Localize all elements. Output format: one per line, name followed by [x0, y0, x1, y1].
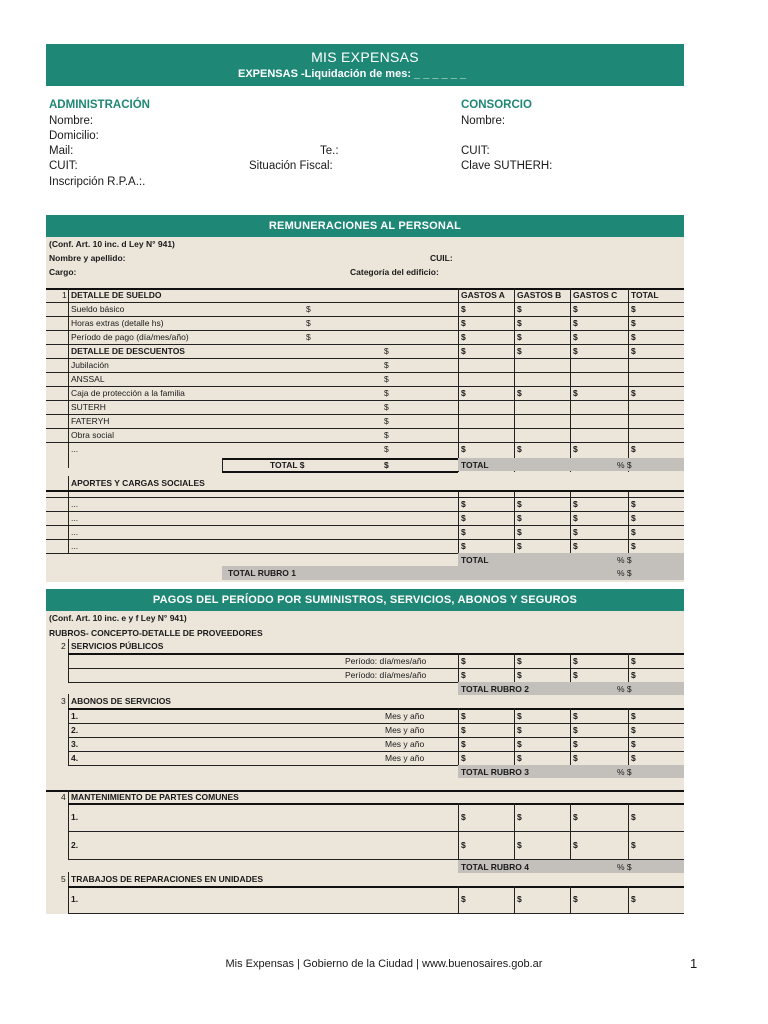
r3-row-dollar-2: $: [573, 753, 578, 763]
r2-row-dollar-3: $: [631, 656, 636, 666]
aporte-item: ...: [71, 513, 79, 523]
r2-row-dollar-1: $: [517, 656, 522, 666]
total-rubro-2-pct: % $: [617, 684, 632, 694]
r2-row-dollar-3: $: [631, 670, 636, 680]
document-title: MIS EXPENSAS: [311, 49, 419, 65]
descuento-dollar: $: [384, 360, 389, 370]
descuento-item: Jubilación: [71, 360, 109, 370]
sueldo-row-dollar-0: $: [461, 332, 466, 342]
descuento-row-dollar-0: $: [461, 388, 466, 398]
mes-anio-label: Mes y año: [385, 739, 425, 749]
sueldo-row-dollar-0: $: [461, 304, 466, 314]
aporte-row-dollar-1: $: [517, 541, 522, 551]
sueldo-item: Período de pago (día/mes/año): [71, 332, 189, 342]
descuento-row-dollar-1: $: [517, 388, 522, 398]
cargo-label: Cargo:: [49, 267, 77, 277]
descuento-dollar: $: [384, 430, 389, 440]
aporte-row-dollar-1: $: [517, 499, 522, 509]
r5-row-dollar-1: $: [517, 894, 522, 904]
descuento-item: ANSSAL: [71, 374, 105, 384]
col-total: TOTAL: [631, 290, 659, 300]
r4-row-dollar-2: $: [573, 812, 578, 822]
total-rubro-2: TOTAL RUBRO 2: [461, 684, 530, 694]
admin-mail: Mail:: [49, 145, 74, 157]
total-rubro-1-pct: % $: [617, 568, 632, 578]
r3-row-dollar-2: $: [573, 711, 578, 721]
r2-row-dollar-2: $: [573, 656, 578, 666]
r4-row-dollar-3: $: [631, 840, 636, 850]
r3-row-dollar-3: $: [631, 739, 636, 749]
rubro-5-title: TRABAJOS DE REPARACIONES EN UNIDADES: [71, 874, 264, 884]
r3-row-dollar-0: $: [461, 739, 466, 749]
sueldo-dollar: $: [306, 332, 311, 342]
categoria-label: Categoría del edificio:: [350, 267, 439, 277]
aporte-row-dollar-2: $: [573, 527, 578, 537]
r4-row-dollar-0: $: [461, 840, 466, 850]
col-gastos-a: GASTOS A: [461, 290, 505, 300]
descuentos-row-dollar-0: $: [461, 346, 466, 356]
rubro-4-number: 4: [61, 792, 66, 802]
r4-row-dollar-0: $: [461, 812, 466, 822]
aporte-item: ...: [71, 499, 79, 509]
r3-row-dollar-2: $: [573, 725, 578, 735]
descuento-item: FATERYH: [71, 416, 110, 426]
descuento-row-dollar-3: $: [631, 388, 636, 398]
page-number: 1: [690, 956, 698, 971]
rubros-caption: RUBROS- CONCEPTO-DETALLE DE PROVEEDORES: [49, 628, 263, 638]
reparacion-item: 1.: [71, 894, 79, 904]
nombre-apellido-label: Nombre y apellido:: [49, 253, 126, 263]
descuento-row-dollar-0: $: [461, 444, 466, 454]
abono-item: 3.: [71, 739, 79, 749]
r3-row-dollar-3: $: [631, 711, 636, 721]
descuento-item: ...: [71, 444, 79, 454]
aporte-row-dollar-3: $: [631, 527, 636, 537]
r4-row-dollar-1: $: [517, 812, 522, 822]
total-dollar: $: [384, 460, 389, 470]
consorcio-cuit: CUIT:: [461, 145, 490, 157]
sueldo-row-dollar-3: $: [631, 304, 636, 314]
pagos-banner: PAGOS DEL PERÍODO POR SUMINISTROS, SERVICIOS, ABONOS Y SEGUROS: [46, 589, 684, 611]
r4-row-dollar-1: $: [517, 840, 522, 850]
descuentos-row-dollar-3: $: [631, 346, 636, 356]
r5-row-dollar-2: $: [573, 894, 578, 904]
rubro-5-number: 5: [61, 874, 66, 884]
descuento-dollar: $: [384, 388, 389, 398]
sueldo-row-dollar-2: $: [573, 318, 578, 328]
aporte-row-dollar-1: $: [517, 527, 522, 537]
descuentos-row-dollar-2: $: [573, 346, 578, 356]
mes-anio-label: Mes y año: [385, 753, 425, 763]
rubro-2-number: 2: [61, 641, 66, 651]
descuento-dollar: $: [384, 402, 389, 412]
aporte-row-dollar-0: $: [461, 499, 466, 509]
r3-row-dollar-0: $: [461, 753, 466, 763]
r4-row-dollar-3: $: [631, 812, 636, 822]
aporte-row-dollar-3: $: [631, 499, 636, 509]
descuento-row-dollar-2: $: [573, 388, 578, 398]
mes-anio-label: Mes y año: [385, 711, 425, 721]
admin-nombre: Nombre:: [49, 115, 94, 127]
header-banner: [46, 44, 684, 86]
aporte-row-dollar-0: $: [461, 513, 466, 523]
footer-text: Mis Expensas | Gobierno de la Ciudad | www.buenosaires.gob.ar: [225, 958, 543, 970]
sueldo-row-dollar-0: $: [461, 318, 466, 328]
aporte-row-dollar-0: $: [461, 527, 466, 537]
aporte-item: ...: [71, 527, 79, 537]
aporte-row-dollar-2: $: [573, 513, 578, 523]
rubro-4-title: MANTENIMIENTO DE PARTES COMUNES: [71, 792, 239, 802]
total-rubro-3: TOTAL RUBRO 3: [461, 767, 530, 777]
descuento-dollar: $: [384, 416, 389, 426]
r3-row-dollar-1: $: [517, 711, 522, 721]
mes-anio-label: Mes y año: [385, 725, 425, 735]
cuil-label: CUIL:: [430, 253, 453, 263]
col-gastos-c: GASTOS C: [573, 290, 618, 300]
r2-row-dollar-0: $: [461, 656, 466, 666]
total-pct: % $: [617, 460, 632, 470]
consorcio-nombre: Nombre:: [461, 115, 506, 127]
descuentos-row-dollar-1: $: [517, 346, 522, 356]
sueldo-row-dollar-2: $: [573, 304, 578, 314]
r5-row-dollar-3: $: [631, 894, 636, 904]
aporte-row-dollar-3: $: [631, 541, 636, 551]
abono-item: 1.: [71, 711, 79, 721]
detalle-sueldo-title: DETALLE DE SUELDO: [71, 290, 162, 300]
aporte-row-dollar-3: $: [631, 513, 636, 523]
descuentos-title: DETALLE DE DESCUENTOS: [71, 346, 185, 356]
total-row-label: TOTAL: [461, 460, 489, 470]
periodo-label: Período: día/mes/año: [345, 656, 427, 666]
remuneraciones-conf: (Conf. Art. 10 inc. d Ley N° 941): [49, 239, 175, 249]
descuento-row-dollar-1: $: [517, 444, 522, 454]
sueldo-row-dollar-3: $: [631, 332, 636, 342]
abono-item: 2.: [71, 725, 79, 735]
admin-cuit: CUIT:: [49, 160, 78, 172]
aportes-title: APORTES Y CARGAS SOCIALES: [71, 478, 205, 488]
sueldo-row-dollar-3: $: [631, 318, 636, 328]
sueldo-dollar: $: [306, 318, 311, 328]
r3-row-dollar-3: $: [631, 753, 636, 763]
r3-row-dollar-2: $: [573, 739, 578, 749]
descuento-item: Caja de protección a la familia: [71, 388, 185, 398]
pagos-conf: (Conf. Art. 10 inc. e y f Ley N° 941): [49, 613, 187, 623]
sueldo-item: Sueldo básico: [71, 304, 125, 314]
sueldo-row-dollar-1: $: [517, 318, 522, 328]
r4-row-dollar-2: $: [573, 840, 578, 850]
r2-row-dollar-0: $: [461, 670, 466, 680]
rubro-3-number: 3: [61, 696, 66, 706]
admin-tel: Te.:: [320, 145, 339, 157]
r3-row-dollar-1: $: [517, 739, 522, 749]
aporte-row-dollar-2: $: [573, 541, 578, 551]
aporte-row-dollar-2: $: [573, 499, 578, 509]
descuentos-dollar: $: [384, 346, 389, 356]
descuento-dollar: $: [384, 374, 389, 384]
document-subtitle: EXPENSAS -Liquidación de mes: _ _ _ _ _ _: [238, 68, 467, 80]
admin-situacion-fiscal: Situación Fiscal:: [249, 160, 333, 172]
descuento-item: SUTERH: [71, 402, 106, 412]
r3-row-dollar-0: $: [461, 725, 466, 735]
total-rubro-1: TOTAL RUBRO 1: [228, 568, 297, 578]
r5-row-dollar-0: $: [461, 894, 466, 904]
r2-row-dollar-1: $: [517, 670, 522, 680]
r3-row-dollar-0: $: [461, 711, 466, 721]
total-rubro-3-pct: % $: [617, 767, 632, 777]
consorcio-clave: Clave SUTHERH:: [461, 160, 553, 172]
admin-rpa: Inscripción R.P.A.:.: [49, 176, 146, 188]
periodo-label: Período: día/mes/año: [345, 670, 427, 680]
descuento-row-dollar-2: $: [573, 444, 578, 454]
admin-heading: ADMINISTRACIÓN: [49, 99, 150, 111]
aporte-item: ...: [71, 541, 79, 551]
rubro-2-title: SERVICIOS PÚBLICOS: [71, 641, 164, 651]
aporte-row-dollar-1: $: [517, 513, 522, 523]
sueldo-item: Horas extras (detalle hs): [71, 318, 164, 328]
total-rubro-4-pct: % $: [617, 862, 632, 872]
admin-domicilio: Domicilio:: [49, 130, 99, 142]
aportes-total-label: TOTAL: [461, 555, 489, 565]
aportes-total-pct: % $: [617, 555, 632, 565]
descuento-row-dollar-3: $: [631, 444, 636, 454]
total-label: TOTAL $: [270, 460, 305, 470]
rubro-1-number: 1: [62, 290, 67, 300]
total-rubro-4: TOTAL RUBRO 4: [461, 862, 530, 872]
r2-row-dollar-2: $: [573, 670, 578, 680]
r3-row-dollar-1: $: [517, 753, 522, 763]
r3-row-dollar-1: $: [517, 725, 522, 735]
descuento-item: Obra social: [71, 430, 114, 440]
rubro-3-title: ABONOS DE SERVICIOS: [71, 696, 171, 706]
aporte-row-dollar-0: $: [461, 541, 466, 551]
consorcio-heading: CONSORCIO: [461, 99, 532, 111]
descuento-dollar: $: [384, 444, 389, 454]
r3-row-dollar-3: $: [631, 725, 636, 735]
sueldo-row-dollar-2: $: [573, 332, 578, 342]
sueldo-dollar: $: [306, 304, 311, 314]
col-gastos-b: GASTOS B: [517, 290, 562, 300]
sueldo-row-dollar-1: $: [517, 304, 522, 314]
abono-item: 4.: [71, 753, 79, 763]
sueldo-row-dollar-1: $: [517, 332, 522, 342]
remuneraciones-banner: REMUNERACIONES AL PERSONAL: [46, 215, 684, 237]
mantenimiento-item: 2.: [71, 840, 79, 850]
mantenimiento-item: 1.: [71, 812, 79, 822]
